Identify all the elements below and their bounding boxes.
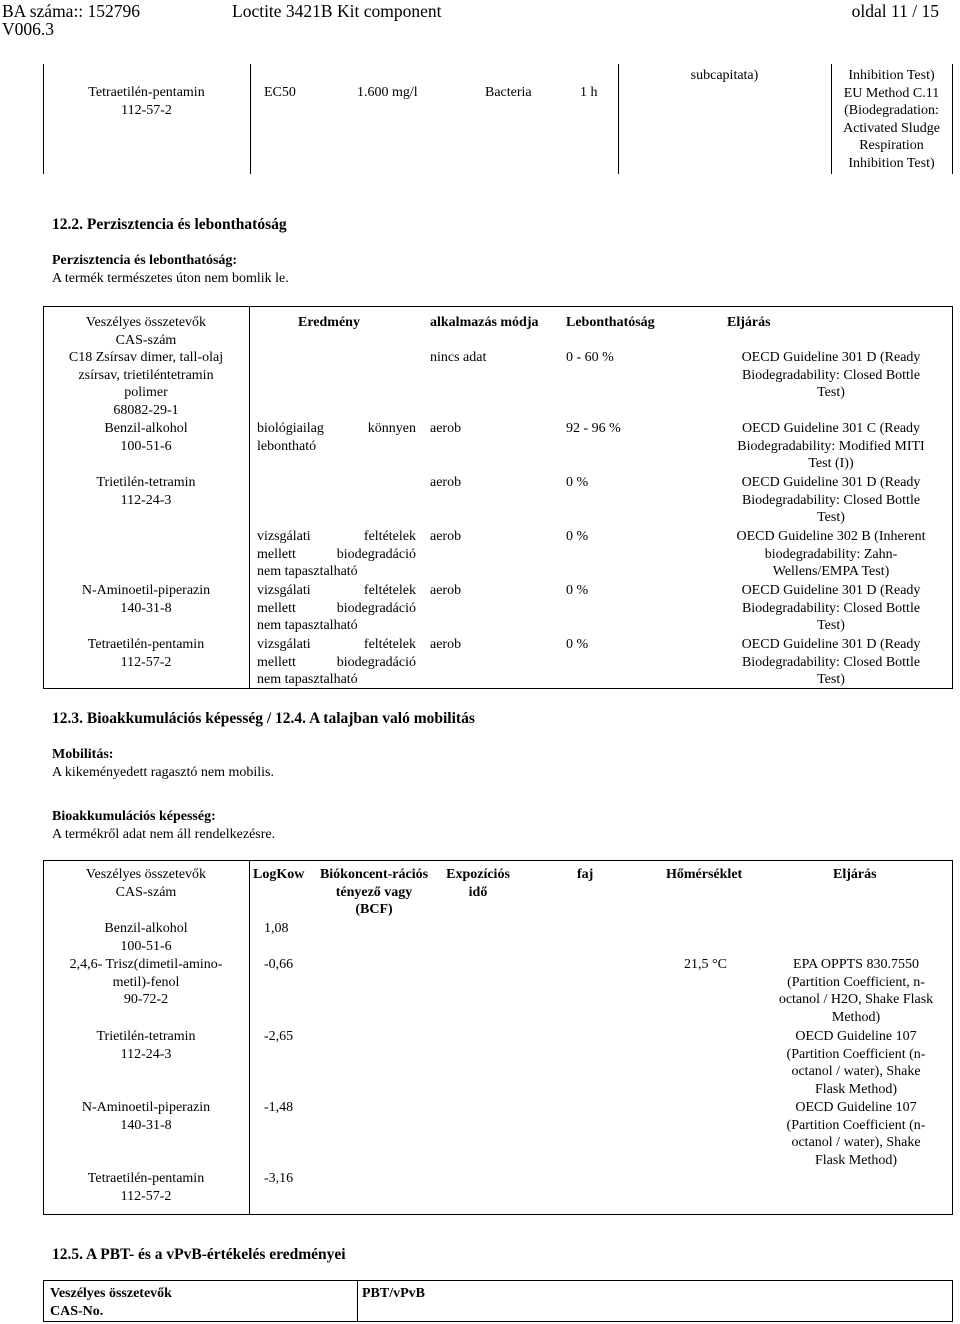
persist-method-1: OECD Guideline 301 D (Ready Biodegradability: Closed Bottle Test): [741, 350, 921, 400]
bio-header-temperature: Hőmérséklet: [666, 867, 743, 882]
section-12-5-title: 12.5. A PBT- és a vPvB-értékelés eredményei: [52, 1246, 346, 1263]
bio-substance-5: Tetraetilén-pentamin 112-57-2: [87, 1171, 205, 1204]
persist-mode-3: aerob: [430, 475, 462, 490]
top-value-type: EC50: [264, 85, 296, 100]
mobility-text: A kikeményedett ragasztó nem mobilis.: [52, 765, 275, 780]
persist-result-6: vizsgálati feltételek mellett biodegradáció nem tapasztalható: [257, 637, 416, 687]
bio-substance-1: Benzil-alkohol 100-51-6: [104, 921, 188, 954]
persist-method-4: OECD Guideline 302 B (Inherent biodegradability: Zahn- Wellens/EMPA Test): [736, 529, 926, 579]
persist-degr-3: 0 %: [566, 475, 589, 490]
bio-header-exposure: Expozíciós idő: [446, 867, 510, 900]
persist-result-4: vizsgálati feltételek mellett biodegradáció nem tapasztalható: [257, 529, 416, 579]
persist-result-2: biológiailag könnyen lebontható: [257, 421, 416, 454]
persist-method-6: OECD Guideline 301 D (Ready Biodegradability: Closed Bottle Test): [741, 637, 921, 687]
persist-method-2: OECD Guideline 301 C (Ready Biodegradability: Modified MITI Test (I)): [737, 421, 925, 471]
document-title: Loctite 3421B Kit component: [232, 1, 442, 21]
bio-temp-2: 21,5 °C: [684, 957, 727, 972]
top-substance: Tetraetilén-pentamin 112-57-2: [88, 85, 205, 118]
bio-method-4: OECD Guideline 107 (Partition Coefficient (n- octanol / water), Shake Flask Method): [786, 1100, 926, 1168]
invoice-number: BA száma:: 152796: [2, 1, 141, 21]
persist-mode-4: aerob: [430, 529, 462, 544]
persist-header-method: Eljárás: [727, 315, 771, 330]
bio-logkow-2: -0,66: [264, 957, 294, 972]
bio-substance-2: 2,4,6- Trisz(dimetil-amino- metil)-fenol 90-72-2: [69, 957, 223, 1007]
persist-degr-4: 0 %: [566, 529, 589, 544]
bio-method-2: EPA OPPTS 830.7550 (Partition Coefficient, n- octanol / H2O, Shake Flask Method): [778, 957, 934, 1025]
persist-method-3: OECD Guideline 301 D (Ready Biodegradability: Closed Bottle Test): [741, 475, 921, 525]
persist-degr-1: 0 - 60 %: [566, 350, 614, 365]
top-time: 1 h: [580, 85, 598, 100]
section-12-2-title: 12.2. Perzisztencia és lebonthatóság: [52, 216, 287, 233]
pbt-header-substance: Veszélyes összetevők CAS-No.: [50, 1286, 172, 1319]
bio-header-species: faj: [577, 867, 594, 882]
bioaccumulation-text: A termékről adat nem áll rendelkezésre.: [52, 827, 276, 842]
persist-degr-2: 92 - 96 %: [566, 421, 621, 436]
top-species: Bacteria: [485, 85, 532, 100]
persist-degr-5: 0 %: [566, 583, 589, 598]
persist-result-5: vizsgálati feltételek mellett biodegradáció nem tapasztalható: [257, 583, 416, 633]
bio-method-3: OECD Guideline 107 (Partition Coefficient (n- octanol / water), Shake Flask Method): [786, 1029, 926, 1097]
persist-mode-6: aerob: [430, 637, 462, 652]
persist-method-5: OECD Guideline 301 D (Ready Biodegradability: Closed Bottle Test): [741, 583, 921, 633]
persist-header-degradability: Lebonthatóság: [566, 315, 655, 330]
bio-substance-4: N-Aminoetil-piperazin 140-31-8: [81, 1100, 211, 1133]
bio-logkow-1: 1,08: [264, 921, 289, 936]
top-method: Inhibition Test) EU Method C.11 (Biodegradation: Activated Sludge Respiration Inhibition Test): [843, 68, 940, 171]
page-number: oldal 11 / 15: [851, 1, 939, 21]
top-prev-note: subcapitata): [690, 68, 759, 83]
persist-substance-5: Tetraetilén-pentamin 112-57-2: [87, 637, 205, 670]
persist-substance-4: N-Aminoetil-piperazin 140-31-8: [81, 583, 211, 616]
persist-degr-6: 0 %: [566, 637, 589, 652]
persist-mode-2: aerob: [430, 421, 462, 436]
persist-header-substance: Veszélyes összetevők CAS-szám: [85, 315, 207, 348]
bio-header-method: Eljárás: [833, 867, 877, 882]
pbt-header-pbt: PBT/vPvB: [362, 1286, 426, 1301]
persist-substance-3: Trietilén-tetramin 112-24-3: [96, 475, 196, 508]
bio-header-logkow: LogKow: [253, 867, 305, 882]
bio-logkow-3: -2,65: [264, 1029, 294, 1044]
bio-header-bcf: Biókoncent-rációs tényező vagy (BCF): [319, 867, 429, 917]
top-value: 1.600 mg/l: [357, 85, 418, 100]
persist-header-result: Eredmény: [298, 315, 360, 330]
page-header: [0, 0, 960, 40]
persist-header-mode: alkalmazás módja: [430, 315, 539, 330]
bioaccumulation-subtitle: Bioakkumulációs képesség:: [52, 809, 216, 824]
bio-header-substance: Veszélyes összetevők CAS-szám: [85, 867, 207, 900]
bio-logkow-4: -1,48: [264, 1100, 294, 1115]
persist-substance-1: C18 Zsírsav dimer, tall-olaj zsírsav, trietiléntetramin polimer 68082-29-1: [68, 350, 224, 418]
persist-mode-1: nincs adat: [430, 350, 487, 365]
bio-logkow-5: -3,16: [264, 1171, 294, 1186]
persist-mode-5: aerob: [430, 583, 462, 598]
version: V006.3: [2, 19, 55, 39]
mobility-subtitle: Mobilitás:: [52, 747, 114, 762]
persistence-subtitle: Perzisztencia és lebonthatóság:: [52, 253, 238, 268]
bio-substance-3: Trietilén-tetramin 112-24-3: [96, 1029, 196, 1062]
persistence-text: A termék természetes úton nem bomlik le.: [52, 271, 289, 286]
section-12-3-title: 12.3. Bioakkumulációs képesség / 12.4. A talajban való mobilitás: [52, 710, 475, 727]
persist-substance-2: Benzil-alkohol 100-51-6: [104, 421, 188, 454]
